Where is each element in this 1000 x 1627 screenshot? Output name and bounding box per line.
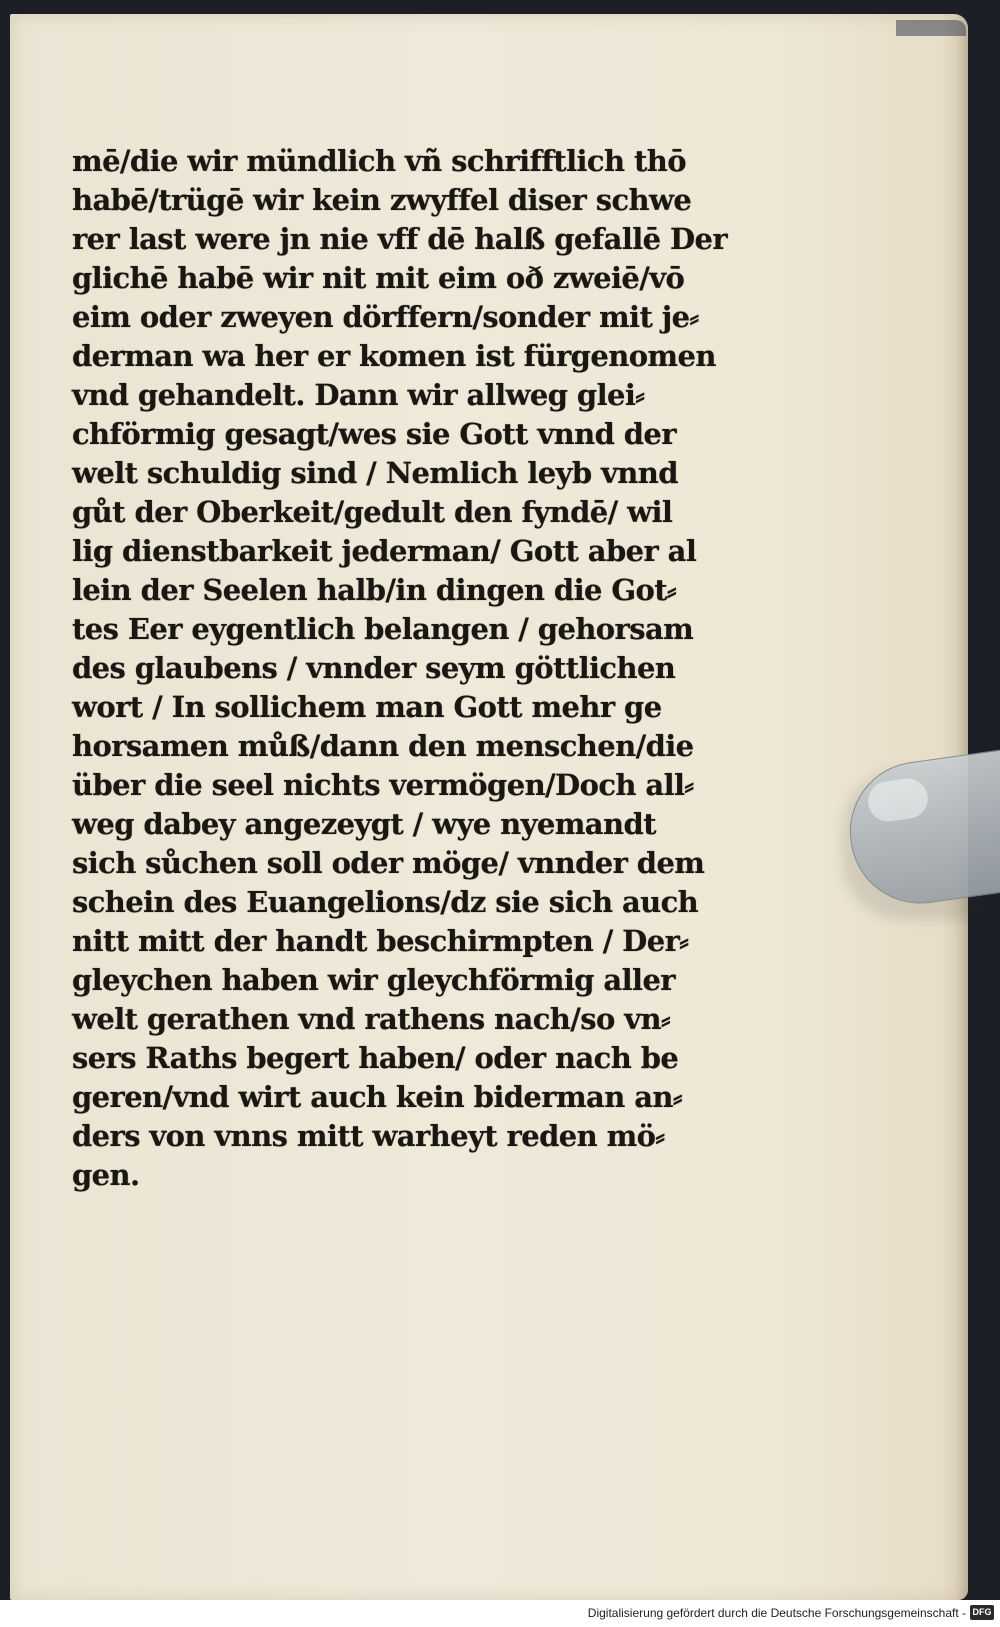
text-line: tes Eer eygentlich belangen / gehorsam (72, 612, 694, 646)
text-line: geren/vnd wirt auch kein biderman an⸗ (72, 1080, 682, 1114)
text-line: rer last were jn nie vff dē halß gefallē Der (72, 222, 728, 256)
text-line: des glaubens / vnnder seym göttlichen (72, 651, 676, 685)
page-text-block (72, 142, 732, 1195)
text-line: lig dienstbarkeit jederman/ Gott aber al (72, 534, 697, 568)
text-line: vnd gehandelt. Dann wir allweg glei⸗ (72, 378, 645, 412)
text-line: glichē habē wir nit mit eim oð zweiē/vō (72, 261, 685, 295)
book-page (10, 14, 968, 1600)
footer-bar (0, 1600, 1000, 1627)
text-line: habē/trügē wir kein zwyffel diser schwe (72, 183, 692, 217)
text-line: schein des Euangelions/dz sie sich auch (72, 885, 699, 919)
text-line: wort / In sollichem man Gott mehr ge (72, 690, 662, 724)
text-line: gůt der Oberkeit/gedult den fyndē/ wil (72, 495, 673, 529)
dfg-logo-icon: DFG (970, 1605, 994, 1620)
text-line: welt schuldig sind / Nemlich leyb vnnd (72, 456, 678, 490)
text-line: ders von vnns mitt warheyt reden mö⸗ (72, 1119, 665, 1153)
text-line: über die seel nichts vermögen/Doch all⸗ (72, 768, 694, 802)
text-line: gen. (72, 1158, 140, 1192)
text-line: weg dabey angezeygt / wye nyemandt (72, 807, 656, 841)
text-line: gleychen haben wir gleychförmig aller (72, 963, 675, 997)
text-line: eim oder zweyen dörffern/sonder mit je⸗ (72, 300, 699, 334)
text-line: welt gerathen vnd rathens nach/so vn⸗ (72, 1002, 671, 1036)
footer-credit: Digitalisierung gefördert durch die Deutsche Forschungsgemeinschaft - (587, 1606, 966, 1620)
text-line: lein der Seelen halb/in dingen die Got⸗ (72, 573, 677, 607)
text-line: nitt mitt der handt beschirmpten / Der⸗ (72, 924, 689, 958)
text-line: mē/die wir mündlich vñ schrifftlich thō (72, 144, 686, 178)
text-line: chförmig gesagt/wes sie Gott vnnd der (72, 417, 676, 451)
text-line: sers Raths begert haben/ oder nach be (72, 1041, 679, 1075)
text-line: derman wa her er komen ist fürgenomen (72, 339, 716, 373)
page-corner-shadow (896, 20, 966, 36)
text-line: sich sůchen soll oder möge/ vnnder dem (72, 846, 705, 880)
text-line: horsamen můß/dann den menschen/die (72, 729, 694, 763)
